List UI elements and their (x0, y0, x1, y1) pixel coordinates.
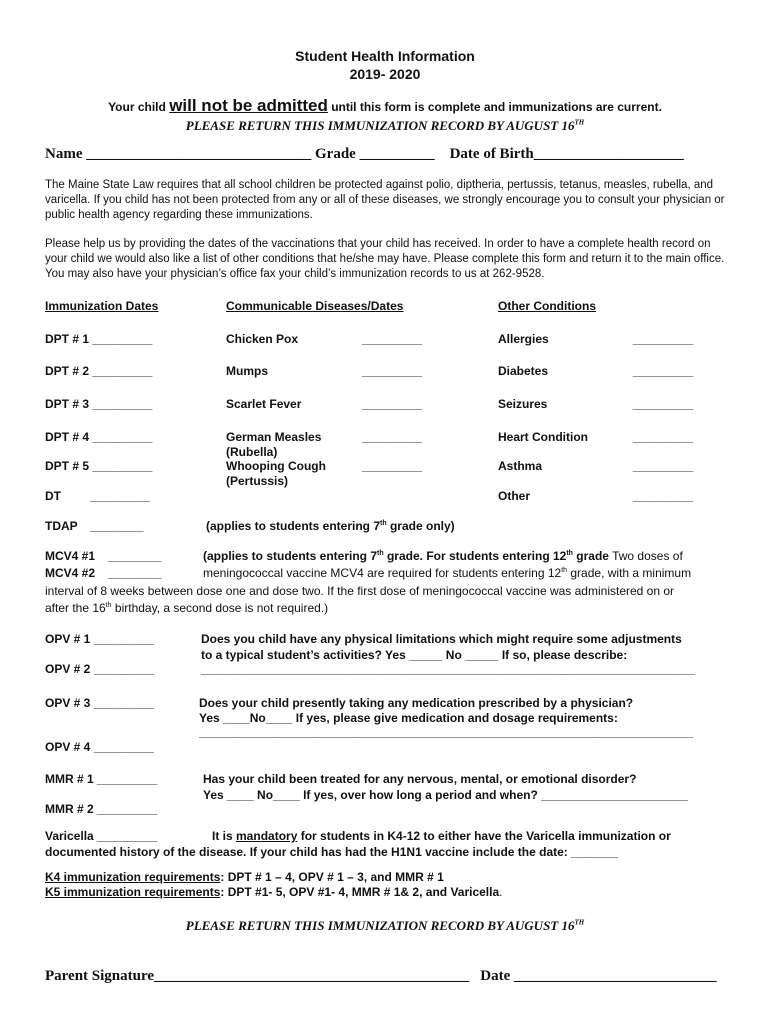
condition-diabetes: Diabetes (498, 364, 549, 378)
question-medication: Does your child presently taking any medication prescribed by a physician? (199, 696, 634, 710)
varicella-note: It is mandatory for students in K4-12 to either have the Varicella immunization or (212, 829, 671, 843)
date-field[interactable]: ___________________________ (514, 968, 717, 984)
condition-allergies: Allergies (498, 332, 549, 346)
dpt-2-field[interactable]: DPT # 2 _________ (45, 364, 153, 378)
mandatory-emphasis: mandatory (236, 829, 298, 843)
question-medication-yes-no[interactable]: Yes ____No____ If yes, please give medication and dosage requirements: (199, 711, 618, 725)
dpt-1-field[interactable]: DPT # 1 _________ (45, 332, 153, 346)
signature-row (45, 968, 717, 985)
disease-whooping-cough: Whooping Cough (226, 459, 326, 473)
disease-chicken-pox-field[interactable]: _________ (362, 332, 423, 346)
question-physical-describe-field[interactable]: __________________________________________________________________________ (201, 662, 695, 676)
admission-warning: Your child will not be admitted until this form is complete and immunizations are current. (108, 96, 662, 115)
condition-asthma: Asthma (498, 459, 543, 473)
tdap-field[interactable]: ________ (90, 519, 144, 533)
question-disorder-yes-no[interactable]: Yes ____ No____ If yes, over how long a period and when? ______________________ (203, 788, 688, 802)
intro-paragraph-law: The Maine State Law requires that all school children be protected against polio, diptheria, pertussis, tetanus, measles, rubella, and varicella. If you child has not been protected from any or all of these diseases, we strongly encourage you to consult your physician or public health agency regarding these immunizations. (45, 179, 725, 221)
varicella-field[interactable]: Varicella _________ (45, 829, 158, 843)
condition-seizures: Seizures (498, 397, 548, 411)
condition-other-field[interactable]: _________ (633, 489, 694, 503)
name-label: Name (45, 146, 83, 162)
return-notice-top: PLEASE RETURN THIS IMMUNIZATION RECORD BY AUGUST 16TH (185, 118, 585, 133)
condition-asthma-field[interactable]: _________ (633, 459, 694, 473)
disease-mumps: Mumps (226, 364, 268, 378)
question-medication-field[interactable]: __________________________________________________________________________ (199, 725, 693, 739)
col-header-immunization: Immunization Dates (45, 299, 159, 313)
dob-field[interactable]: ____________________ (533, 146, 684, 162)
question-physical-yes-no[interactable]: to a typical student’s activities? Yes _____ No _____ If so, please describe: (201, 648, 628, 662)
condition-other: Other (498, 489, 531, 503)
disease-german-measles-sub: (Rubella) (226, 445, 278, 459)
k4-requirements: K4 immunization requirements: DPT # 1 – 4, OPV # 1 – 3, and MMR # 1 (45, 870, 444, 884)
date-label: Date (480, 968, 511, 984)
disease-mumps-field[interactable]: _________ (362, 364, 423, 378)
condition-heart: Heart Condition (498, 430, 588, 444)
warning-emphasis: will not be admitted (169, 96, 328, 115)
mcv4-note-line4: after the 16th birthday, a second dose is not required.) (45, 601, 329, 615)
opv-2-field[interactable]: OPV # 2 _________ (45, 662, 154, 676)
mcv4-1-field[interactable]: ________ (108, 549, 162, 563)
mmr-2-field[interactable]: MMR # 2 _________ (45, 802, 158, 816)
mcv4-1-label: MCV4 #1 (45, 549, 96, 563)
opv-4-field[interactable]: OPV # 4 _________ (45, 740, 154, 754)
tdap-note: (applies to students entering 7th grade only) (206, 519, 455, 533)
question-disorder: Has your child been treated for any nervous, mental, or emotional disorder? (203, 772, 637, 786)
disease-chicken-pox: Chicken Pox (226, 332, 299, 346)
opv-3-field[interactable]: OPV # 3 _________ (45, 696, 154, 710)
mcv4-2-label: MCV4 #2 (45, 566, 96, 580)
question-physical-limitations: Does you child have any physical limitations which might require some adjustments (201, 632, 682, 646)
parent-signature-label: Parent Signature (45, 968, 155, 984)
mcv4-note-line3: interval of 8 weeks between dose one and dose two. If the first dose of meningococcal vaccine was administered on or (45, 584, 675, 598)
col-header-diseases: Communicable Diseases/Dates (226, 299, 404, 313)
dt-field[interactable]: _________ (90, 489, 151, 503)
condition-heart-field[interactable]: _________ (633, 430, 694, 444)
disease-scarlet-fever-field[interactable]: _________ (362, 397, 423, 411)
mcv4-note-line2: meningococcal vaccine MCV4 are required for students entering 12th grade, with a minimum (203, 566, 692, 580)
return-notice-bottom: PLEASE RETURN THIS IMMUNIZATION RECORD BY AUGUST 16TH (185, 918, 585, 933)
dpt-5-field[interactable]: DPT # 5 _________ (45, 459, 153, 473)
dt-label: DT (45, 489, 61, 503)
condition-diabetes-field[interactable]: _________ (633, 364, 694, 378)
mmr-1-field[interactable]: MMR # 1 _________ (45, 772, 158, 786)
mcv4-2-field[interactable]: ________ (108, 566, 162, 580)
dpt-3-field[interactable]: DPT # 3 _________ (45, 397, 153, 411)
condition-seizures-field[interactable]: _________ (633, 397, 694, 411)
disease-whooping-cough-field[interactable]: _________ (362, 459, 423, 473)
grade-label: Grade (315, 146, 356, 162)
mcv4-note-line1: (applies to students entering 7th grade. For students entering 12th grade Two doses of (203, 549, 683, 563)
k5-requirements: K5 immunization requirements: DPT #1- 5, OPV #1- 4, MMR # 1& 2, and Varicella. (45, 885, 503, 899)
grade-field[interactable]: __________ (359, 146, 435, 162)
disease-whooping-cough-sub: (Pertussis) (226, 474, 289, 488)
opv-1-field[interactable]: OPV # 1 _________ (45, 632, 154, 646)
disease-german-measles-field[interactable]: _________ (362, 430, 423, 444)
disease-german-measles: German Measles (226, 430, 322, 444)
dpt-4-field[interactable]: DPT # 4 _________ (45, 430, 153, 444)
disease-scarlet-fever: Scarlet Fever (226, 397, 302, 411)
col-header-other: Other Conditions (498, 299, 596, 313)
condition-allergies-field[interactable]: _________ (633, 332, 694, 346)
name-field[interactable]: ______________________________ (86, 146, 312, 162)
parent-signature-field[interactable]: __________________________________________ (154, 968, 470, 984)
dob-label: Date of Birth (449, 146, 534, 162)
varicella-h1n1-line[interactable]: documented history of the disease. If your child has had the H1N1 vaccine include the date: _______ (45, 845, 618, 859)
intro-paragraph-instructions: Please help us by providing the dates of the vaccinations that your child has received. In order to have a complete health record on your child we would also like a list of other conditions that he/she may have. Please complete this form and return it to the main office. You may also have your physician’s office fax your child’s immunization records to us at 262-9528. (45, 238, 725, 280)
tdap-label: TDAP (45, 519, 78, 533)
school-year: 2019- 2020 (349, 66, 421, 82)
form-title: Student Health Information (295, 48, 475, 64)
student-id-fields (45, 146, 684, 163)
